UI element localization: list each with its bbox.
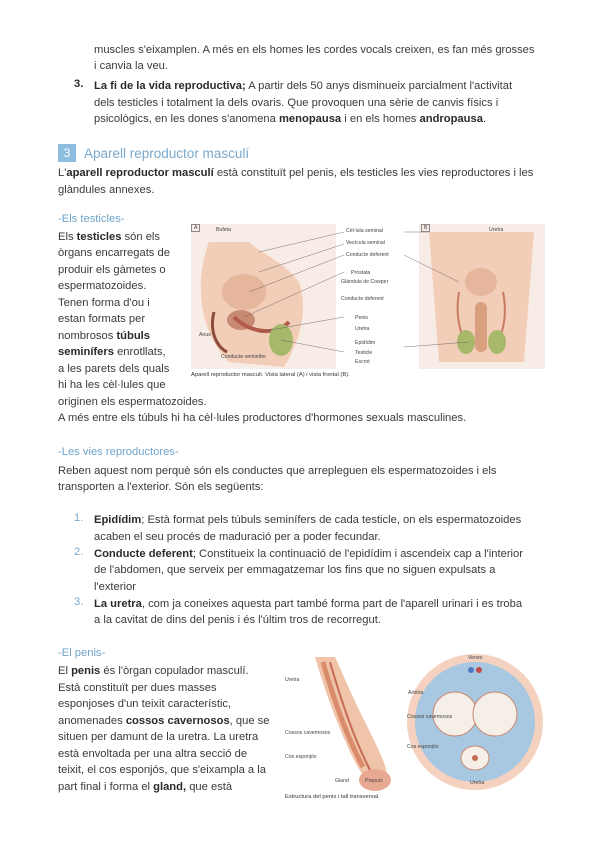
text: és l'òrgan copulador masculí. — [100, 665, 249, 677]
label: Testicle — [355, 350, 373, 356]
text-line — [58, 713, 269, 730]
artery-dot — [476, 667, 482, 673]
text-line: de l'abdomen, que serveix per emmagatzemar los fins que no siguen expulsats a — [94, 564, 496, 576]
vein-dot — [468, 667, 474, 673]
text-line: espermatozoides. — [58, 280, 147, 292]
term: túbuls — [116, 330, 151, 342]
label: Uretra — [470, 780, 485, 786]
text-line: muscles s'eixamplen. A més en els homes les cordes vocals creixen, es fan més grosses — [94, 44, 535, 56]
label: Uretra — [489, 227, 504, 233]
label: Escrot — [355, 359, 370, 365]
bladder-front — [465, 268, 497, 296]
subheading-testicles: -Els testicles- — [58, 213, 125, 225]
text-line: l'exterior — [94, 581, 136, 593]
label: Gland — [335, 778, 349, 784]
label: Uretra — [285, 677, 300, 683]
term: menopausa — [278, 113, 342, 125]
text: anomenades — [58, 715, 126, 727]
text-line: estan formats per — [58, 313, 146, 325]
term: La fi de la vida reproductiva; — [94, 80, 246, 92]
text: L' — [58, 167, 67, 179]
term: La uretra — [94, 598, 142, 610]
list-number: 3. — [74, 596, 84, 608]
label: Cossos cavernosos — [285, 730, 331, 736]
subheading-penis: -El penis- — [58, 647, 106, 659]
label: Pròstata — [351, 270, 371, 276]
term: seminífers — [58, 346, 114, 358]
label: Cossos cavernosos — [407, 714, 453, 720]
label: Vesícula seminal — [346, 240, 385, 246]
text-line: i canvia la veu. — [94, 60, 169, 72]
figure-caption: Aparell reproductor masculí. Vista lateral (A) i vista frontal (B). — [191, 372, 350, 378]
label: Conducte seminífer — [221, 354, 266, 360]
text-line: Tenen forma d'ou i — [58, 297, 150, 309]
text: està constituït pel penis, els testicles les vies reproductores i les — [213, 167, 534, 179]
text-line — [58, 229, 160, 246]
term: penis — [71, 665, 101, 677]
label: Anus — [199, 332, 211, 338]
term: testicles — [76, 231, 122, 243]
cavernosum-right — [473, 692, 517, 736]
text-line — [58, 779, 232, 796]
text: enrotllats, — [113, 346, 166, 358]
intro-paragraph — [58, 165, 548, 198]
urethra-dot — [472, 755, 478, 761]
testicle-right — [488, 330, 506, 354]
text: part final i forma el — [58, 781, 154, 793]
penis-front — [475, 302, 487, 352]
text: Els — [58, 231, 77, 243]
list-item-epididim — [94, 512, 521, 529]
text: glàndules annexes. — [58, 183, 155, 196]
term: cossos cavernosos — [125, 715, 230, 727]
text-line: dels testicles i totalment la dels ovaris. Que provoquen una sèrie de canvis físics i — [94, 97, 499, 109]
text-line: hi ha les cèl·lules que — [58, 379, 166, 391]
list-number: 3. — [74, 78, 84, 90]
text-line — [94, 111, 486, 128]
list-item-uretra — [94, 596, 522, 613]
bladder — [222, 274, 266, 310]
subheading-vies: -Les vies reproductores- — [58, 446, 179, 458]
anatomy-illustration — [189, 222, 547, 394]
text-line — [58, 328, 150, 345]
label: Uretra — [355, 326, 370, 332]
text: psicològics, en les dones s'anomena — [94, 113, 279, 125]
section-header — [58, 144, 249, 162]
text: , que se — [229, 715, 270, 727]
figure-reproductive-system — [189, 222, 547, 394]
text-line: acaben el seu procés de maduració per a poder fecundar. — [94, 531, 381, 543]
text-line: Està constituït per dues masses — [58, 682, 217, 694]
text-line: a la cavitat de dins del penis i és l'últim tros de recorregut. — [94, 614, 381, 626]
text: són els — [121, 231, 160, 243]
text-line: òrgans encarregats de — [58, 247, 170, 259]
text: ; Constitueix la continuació de l'epidídim i ascendeix cap a l'interior — [192, 548, 523, 560]
text-line — [58, 344, 166, 361]
section-title: Aparell reproductor masculí — [84, 145, 250, 161]
term: Conducte deferent — [94, 548, 193, 560]
label: Bufeta — [216, 227, 231, 233]
text-line: transporten a l'exterior. Són els següents: — [58, 481, 264, 493]
label: Conducte deferent — [341, 296, 384, 302]
text-line: Reben aquest nom perquè són els conductes que arrepleguen els espermatozoides i els — [58, 465, 497, 477]
text: ; Està format pels túbuls seminífers de cada testicle, on els espermatozoides — [141, 514, 522, 526]
label: Glàndula de Cowper — [341, 279, 389, 285]
label: Cèl·lula seminal — [346, 228, 383, 234]
text-line: A més entre els túbuls hi ha cèl·lules productores d'hormones sexuals masculines. — [58, 412, 467, 424]
label: Penis — [355, 315, 368, 321]
text-line: a les parets dels quals — [58, 363, 170, 375]
text: que està — [186, 781, 233, 793]
term: gland, — [153, 781, 187, 793]
text-line: esponjoses d'un teixit característic, — [58, 698, 232, 710]
term: andropausa — [419, 113, 483, 125]
text-line — [58, 663, 249, 680]
text-line: està envoltada per una altra secció de — [58, 748, 248, 760]
list-item-conducte — [94, 546, 523, 563]
figure-caption: Estructura del penis i tall transversal. — [285, 794, 380, 800]
panel-label-a: A — [191, 224, 200, 232]
figure-penis-structure — [285, 652, 547, 804]
term: aparell reproductor masculí — [66, 167, 214, 179]
text: A partir dels 50 anys disminueix parcialment l'activitat — [245, 80, 513, 92]
label: Cos esponjós — [407, 744, 439, 750]
text: nombrosos — [58, 330, 117, 342]
label: Prepuci — [365, 778, 383, 784]
text: El — [58, 665, 72, 677]
label: Epidídim — [355, 340, 376, 346]
text: . — [482, 113, 487, 125]
section-number: 3 — [58, 144, 76, 162]
term: Epidídim — [94, 514, 142, 526]
list-number: 2. — [74, 546, 84, 558]
testicle-left — [457, 330, 475, 354]
text: , com ja coneixes aquesta part també forma part de l'aparell urinari i es troba — [141, 598, 523, 610]
label: Artèria — [408, 690, 424, 696]
text-line: produir els gàmetes o — [58, 264, 166, 276]
list-number: 1. — [74, 512, 84, 524]
list-item-3 — [94, 78, 512, 95]
text-line: teixit, el cos esponjós, que s'eixampla a la — [58, 764, 266, 776]
text-line: originen els espermatozoides. — [58, 396, 207, 408]
label: Cos esponjós — [285, 754, 317, 760]
label: Conducte deferent — [346, 252, 389, 258]
text-line: situen per damunt de la uretra. La uretra — [58, 731, 259, 743]
text: i en els homes — [341, 113, 420, 125]
penis-illustration — [285, 652, 547, 804]
panel-label-b: B — [421, 224, 430, 232]
label: Venes — [468, 655, 483, 661]
